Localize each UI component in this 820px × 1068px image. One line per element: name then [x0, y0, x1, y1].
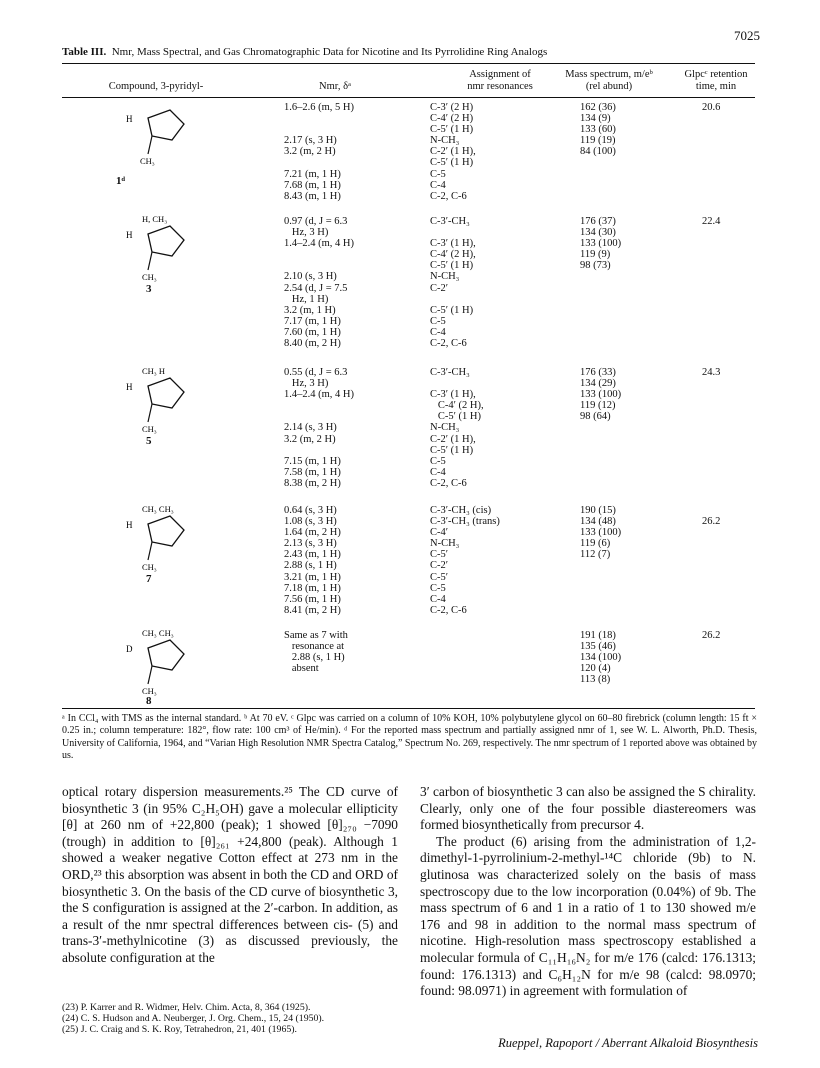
header-mass-2: (rel abund) — [585, 81, 633, 92]
table-header-rule — [62, 97, 755, 98]
struct-label: CH₃ — [142, 272, 157, 282]
struct-label: CH₃ CH₃ — [142, 628, 174, 638]
struct-label: H — [126, 114, 133, 124]
header-assignment-2: nmr resonances — [467, 81, 533, 92]
paragraph: optical rotary dispersion measurements.²⁵ The CD curve of biosynthetic 3 (in 95% C₂H₅OH) gave a molecular ellipticity [θ] at 260 nm of +22,800 (peak); 1 showed [θ]₂₇₀ −7090 (trough) in addition to [θ]₂₆₁ +24,800 (peak). Although 1 showed a weaker negative Cotton effect at 273 nm in the ORD,²³ this absorption was absent in both the CD and ORD of biosynthetic 3. On the basis of the CD curve of biosynthetic 3, the S configuration is assigned at the 2′-carbon. In addition, as a result of the nmr spectral differences between cis- (5) and trans-3′-methylnicotine (3) as discussed previously, the absolute configuration at the — [62, 784, 398, 965]
struct-label: H — [126, 520, 133, 530]
struct-label: H — [126, 382, 133, 392]
compound-label: 8 — [146, 695, 152, 707]
compound-label: 5 — [146, 435, 152, 447]
table-title: Nmr, Mass Spectral, and Gas Chromatographic Data for Nicotine and Its Pyrrolidine Ring Analogs — [111, 46, 548, 58]
mass-cell: 176 (37) 134 (30) 133 (100) 119 (9) 98 (73) — [580, 216, 622, 272]
right-column-text — [420, 784, 756, 1000]
header-assignment-1: Assignment of — [469, 69, 531, 80]
header-nmr: Nmr, δᵃ — [319, 81, 351, 92]
assignment-cell: C-3′ (2 H) C-4′ (2 H) C-5′ (1 H) N-CH₃ C-2′ (1 H), C-5′ (1 H) C-5 C-4 C-2, C-6 — [430, 102, 476, 202]
page-number: 7025 — [734, 28, 760, 43]
structure-compound-8 — [118, 626, 208, 696]
struct-label: H, CH₃ — [142, 214, 168, 224]
struct-label: CH₃ — [142, 424, 157, 434]
struct-label: CH₃ CH₃ — [142, 504, 174, 514]
mass-cell: 191 (18) 135 (46) 134 (100) 120 (4) 113 (8) — [580, 630, 622, 686]
nmr-cell: 0.97 (d, J = 6.3 Hz, 3 H) 1.4–2.4 (m, 4 H) 2.10 (s, 3 H) 2.54 (d, J = 7.5 Hz, 1 H) 3.2 (m, 1 H) 7.17 (m, 1 H) 7.60 (m, 1 H) 8.40 (m, 2 H) — [284, 216, 354, 350]
assignment-cell: C-3′-CH₃ (cis) C-3′-CH₃ (trans) C-4′ N-CH₃ C-5′ C-2′ C-5′ C-5 C-4 C-2, C-6 — [430, 505, 500, 616]
struct-label: CH₃ H — [142, 366, 166, 376]
glpc-cell: 26.2 — [702, 630, 721, 641]
struct-label: H — [126, 230, 133, 240]
header-compound: Compound, 3-pyridyl- — [108, 81, 204, 92]
structure-compound-1 — [118, 100, 208, 166]
compound-label: 3 — [146, 283, 152, 295]
header-glpc-1: Glpcᶜ retention — [684, 69, 748, 80]
glpc-cell: 24.3 — [702, 367, 721, 378]
struct-label: D — [126, 644, 133, 654]
paragraph: 3′ carbon of biosynthetic 3 can also be assigned the S chirality. Clearly, only one of the four possible diastereomers was formed biosynthetically from precursor 4. — [420, 784, 756, 833]
compound-label: 7 — [146, 573, 152, 585]
nmr-cell: 0.55 (d, J = 6.3 Hz, 3 H) 1.4–2.4 (m, 4 H) 2.14 (s, 3 H) 3.2 (m, 2 H) 7.15 (m, 1 H) 7.58 (m, 1 H) 8.38 (m, 2 H) — [284, 367, 354, 489]
table-label: Table III. — [62, 46, 107, 58]
table-footnote: ᵃ In CCl₄ with TMS as the internal standard. ᵇ At 70 eV. ᶜ Glpc was carried on a column of 10% KOH, 10% polybutylene glycol on 60–80 firebrick (column length: 15 ft × 0.25 in.; column temperature: 182°, flow rate: 100 cm³ of He/min). ᵈ For the reported mass spectrum and partially assigned nmr of 1, see W. L. Alworth, Ph.D. Thesis, University of California, 1964, and “Varian High Resolution NMR Spectra Catalog,” Spectrum No. 269, respectively. The nmr spectrum of 1 reported above was obtained by us. — [62, 713, 757, 762]
struct-label: CH₃ — [140, 156, 155, 166]
mass-cell: 176 (33) 134 (29) 133 (100) 119 (12) 98 (64) — [580, 367, 622, 423]
struct-label: CH₃ — [142, 686, 157, 696]
running-footer: Rueppel, Rapoport / Aberrant Alkaloid Biosynthesis — [498, 1036, 758, 1050]
header-mass-1: Mass spectrum, m/eᵇ — [565, 69, 653, 80]
structure-compound-3 — [118, 212, 208, 282]
glpc-cell: 26.2 — [702, 516, 721, 527]
table-top-rule — [62, 63, 755, 64]
table-bottom-rule — [62, 708, 755, 709]
paragraph: The product (6) arising from the administration of 1,2-dimethyl-1-pyrrolinium-2-methyl-¹⁴C chloride (9b) to N. glutinosa was characterized solely on the basis of mass spectroscopy due to the low incorporation (0.04%) of 9b. The mass spectrum of 6 and 1 in a ratio of 1 to 130 showed m/e 176 and 98 in addition to the normal mass spectrum of nicotine. High-resolution mass spectroscopy established a molecular formula of C₁₁H₁₆N₂ for m/e 176 (calcd: 176.1313; found: 176.1313) and C₆H₁₂N for m/e 98 (calcd: 98.0970; found: 98.0971) in agreement with formulation of — [420, 833, 756, 999]
mass-cell: 162 (36) 134 (9) 133 (60) 119 (19) 84 (100) — [580, 102, 616, 158]
mass-cell: 190 (15) 134 (48) 133 (100) 119 (6) 112 (7) — [580, 505, 622, 561]
glpc-cell: 20.6 — [702, 102, 721, 113]
references: (23) P. Karrer and R. Widmer, Helv. Chim. Acta, 8, 364 (1925). (24) C. S. Hudson and A. Neuberger, J. Org. Chem., 15, 24 (1950). (25) J. C. Craig and S. K. Roy, Tetrahedron, 21, 401 (1965). — [62, 1002, 325, 1036]
nmr-cell: 0.64 (s, 3 H) 1.08 (s, 3 H) 1.64 (m, 2 H) 2.13 (s, 3 H) 2.43 (m, 1 H) 2.88 (s, 1 H) 3.21 (m, 1 H) 7.18 (m, 1 H) 7.56 (m, 1 H) 8.41 (m, 2 H) — [284, 505, 341, 616]
compound-label: 1ᵈ — [116, 175, 126, 187]
left-column-text — [62, 784, 398, 967]
structure-compound-7 — [118, 502, 208, 572]
nmr-cell: Same as 7 with resonance at 2.88 (s, 1 H) absent — [284, 630, 348, 675]
struct-label: CH₃ — [142, 562, 157, 572]
header-glpc-2: time, min — [695, 81, 737, 92]
structure-compound-5 — [118, 364, 208, 434]
table-caption — [62, 46, 547, 58]
assignment-cell: C-3′-CH₃ C-3′ (1 H), C-4′ (2 H), C-5′ (1 H) N-CH₃ C-2′ (1 H), C-5′ (1 H) C-5 C-4 C-2, C-6 — [430, 367, 484, 489]
assignment-cell: C-3′-CH₃ C-3′ (1 H), C-4′ (2 H), C-5′ (1 H) N-CH₃ C-2′ C-5′ (1 H) C-5 C-4 C-2, C-6 — [430, 216, 476, 350]
nmr-cell: 1.6–2.6 (m, 5 H) 2.17 (s, 3 H) 3.2 (m, 2 H) 7.21 (m, 1 H) 7.68 (m, 1 H) 8.43 (m, 1 H) — [284, 102, 354, 202]
glpc-cell: 22.4 — [702, 216, 721, 227]
